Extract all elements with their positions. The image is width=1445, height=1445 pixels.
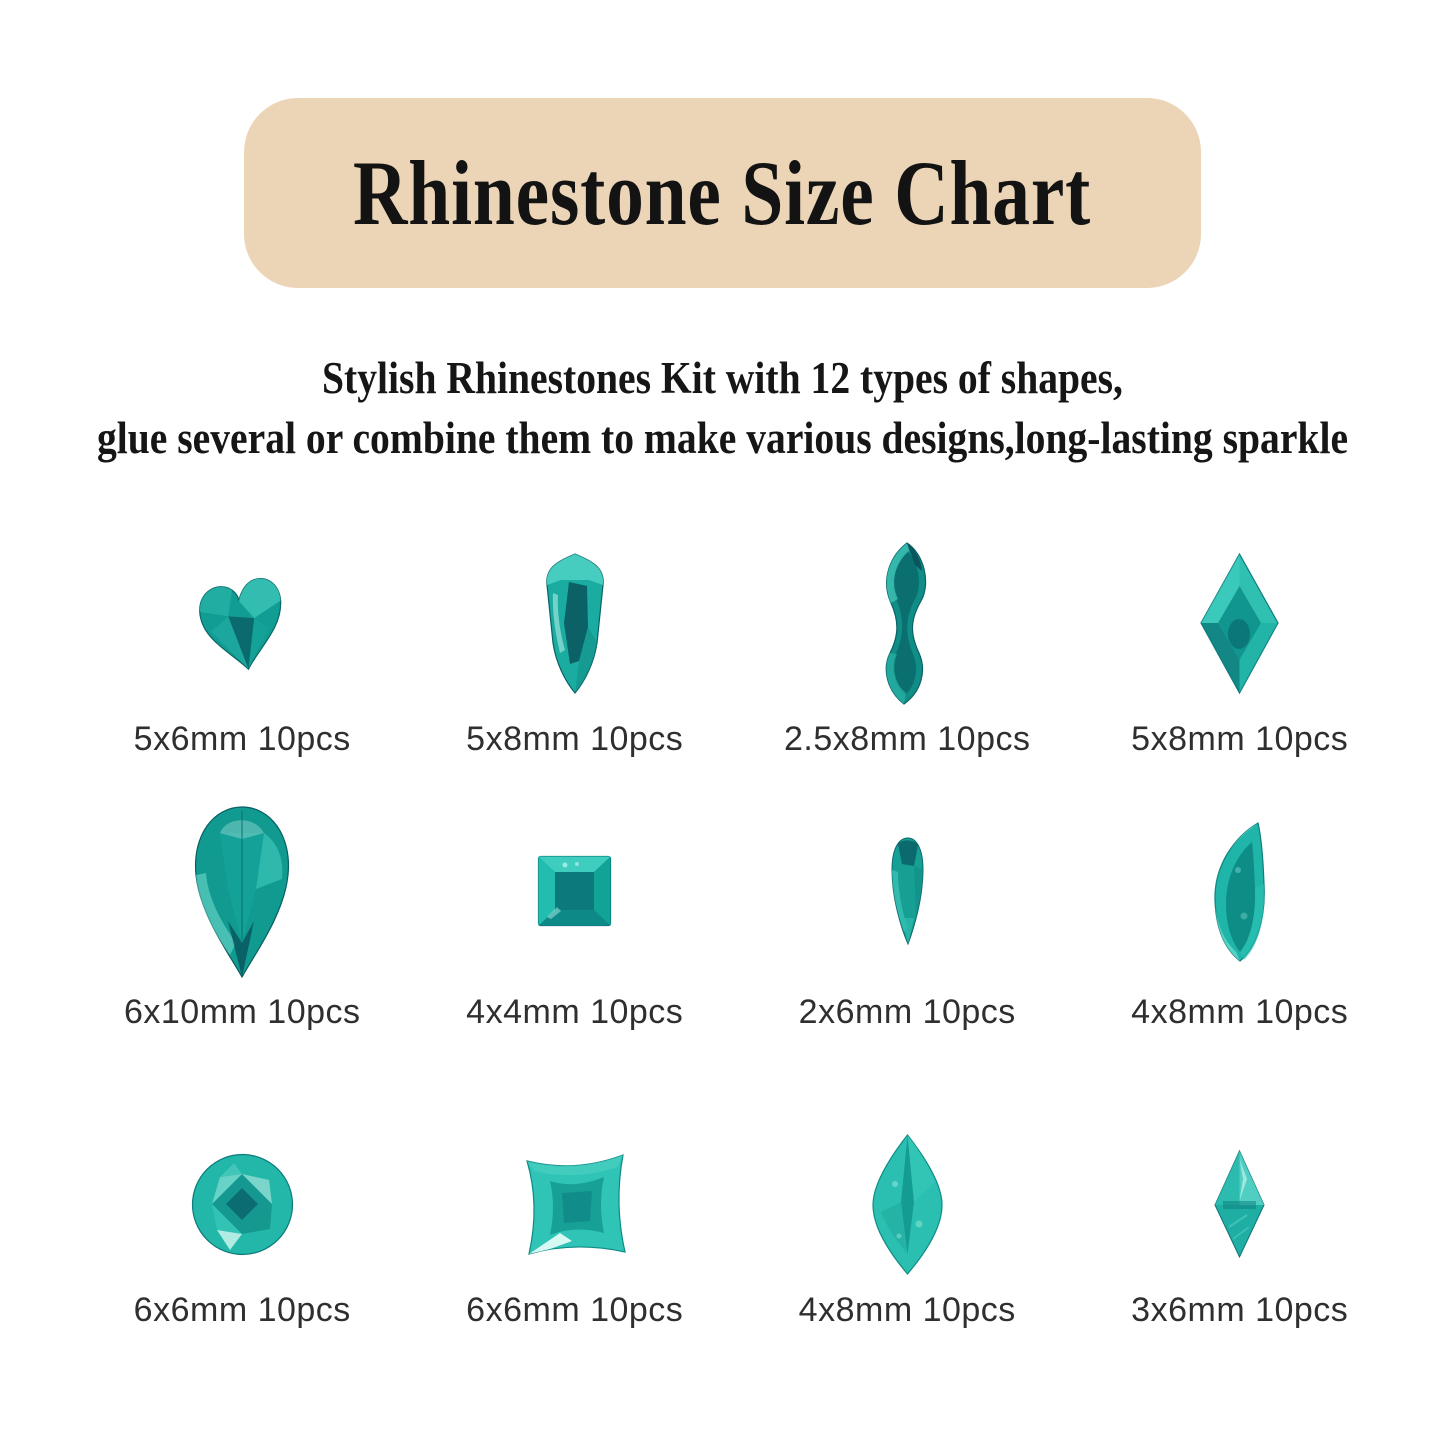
teardrop-gem-icon (190, 803, 295, 980)
title-banner (244, 98, 1201, 288)
marquise-gem-icon (869, 1132, 946, 1277)
rhinestone-grid (76, 538, 1406, 1330)
size-label: 6x10mm 10pcs (123, 993, 361, 1031)
gem-cell-heart (76, 538, 409, 759)
size-label: 6x6mm 10pcs (133, 1291, 351, 1329)
gem-cell-small-rhombus (1074, 1129, 1407, 1330)
size-label: 4x4mm 10pcs (466, 993, 684, 1031)
gem-cell-twisted-square (409, 1129, 742, 1330)
gem-cell-marquise (741, 1129, 1074, 1330)
wave-gem-icon (877, 541, 938, 706)
round-gem-icon (190, 1151, 295, 1258)
gem-cell-wave (741, 538, 1074, 759)
size-label: 5x8mm 10pcs (1131, 720, 1349, 758)
gem-cell-square (409, 801, 742, 1032)
gem-cell-slim-drop (741, 801, 1074, 1032)
size-label: 2.5x8mm 10pcs (784, 720, 1031, 758)
leaf-gem-icon (1208, 820, 1271, 963)
gem-cell-rhombus (1074, 538, 1407, 759)
small-rhombus-gem-icon (1213, 1149, 1266, 1259)
shield-gem-icon (529, 551, 621, 696)
size-label: 6x6mm 10pcs (466, 1291, 684, 1329)
size-label: 4x8mm 10pcs (798, 1291, 1016, 1329)
twisted-square-gem-icon (520, 1149, 630, 1260)
slim-drop-gem-icon (888, 836, 927, 946)
size-label: 3x6mm 10pcs (1131, 1291, 1349, 1329)
subtitle-line-2: glue several or combine them to make various designs,long-lasting sparkle (96, 413, 1349, 463)
gem-cell-leaf (1074, 801, 1407, 1032)
rhombus-gem-icon (1199, 552, 1280, 695)
size-label: 5x8mm 10pcs (466, 720, 684, 758)
size-label: 5x6mm 10pcs (133, 720, 351, 758)
grid-row-2 (76, 801, 1406, 1032)
square-gem-icon (537, 855, 612, 927)
grid-row-1 (76, 538, 1406, 759)
subtitle (0, 348, 1445, 468)
gem-cell-shield (409, 538, 742, 759)
gem-cell-teardrop (76, 801, 409, 1032)
size-label: 2x6mm 10pcs (798, 993, 1016, 1031)
subtitle-line-1: Stylish Rhinestones Kit with 12 types of shapes, (322, 353, 1123, 403)
size-label: 4x8mm 10pcs (1131, 993, 1349, 1031)
gem-cell-round (76, 1129, 409, 1330)
heart-gem-icon (183, 565, 302, 681)
grid-row-3 (76, 1129, 1406, 1330)
page-title: Rhinestone Size Chart (353, 142, 1092, 244)
